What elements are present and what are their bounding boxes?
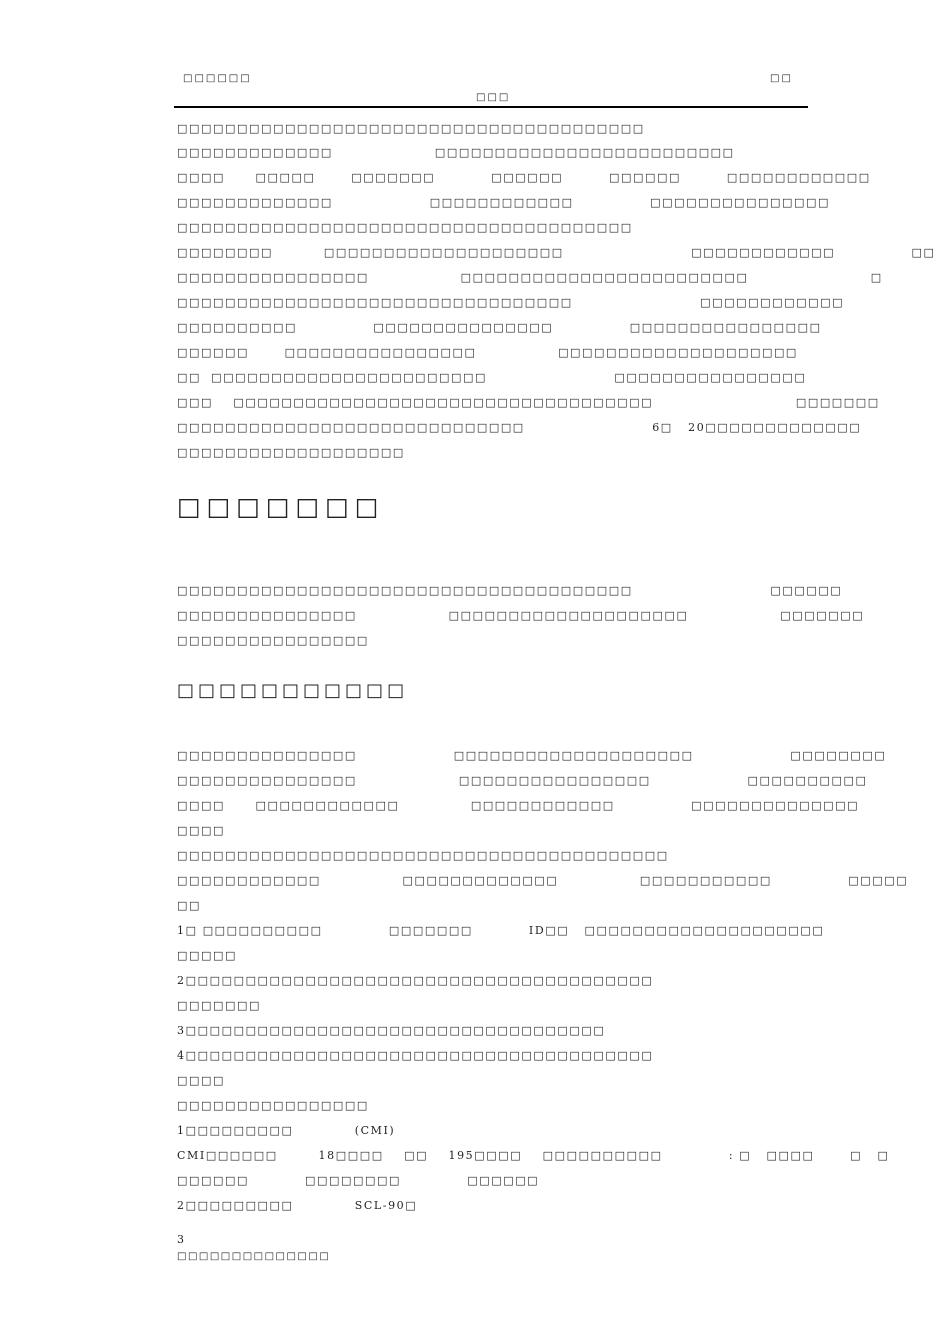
body-line: □□□□□□□□□□□□□□□□ □□□□□□□□□□□□□□□□□□□□□□□□ □ (177, 271, 883, 284)
body-line: □□□□□□□□□□□□□ □□□□□□□□□□□□□□□□□□□□□□□□□ (177, 146, 735, 159)
section2-line: 1□□□□□□□□□ (CMI) (177, 1124, 396, 1137)
section1-line: □□□□□□□□□□□□□□□□□□□□□□□□□□□□□□□□□□□□□□ □□□□□□ (177, 584, 843, 597)
body-line: □□□□□□□□□□□□□□□□□□□□□□□□□□□□□□□□□□□□□□ (177, 221, 633, 234)
section2-line: □□□□ □□□□□□□□□□□□ □□□□□□□□□□□□ □□□□□□□□□□□□□□ (177, 799, 860, 812)
section2-line: □□□□□□ □□□□□□□□ □□□□□□ (177, 1174, 540, 1187)
body-line: □□□□ □□□□□ □□□□□□□ □□□□□□ □□□□□□ □□□□□□□□□□□□ (177, 171, 871, 184)
body-line: □□□□□□□□ □□□□□□□□□□□□□□□□□□□□ □□□□□□□□□□□□ □□ (177, 246, 936, 259)
section-heading-1: □□□□□□□ (177, 492, 385, 521)
section-heading-2: □□□□□□□□□□□ (177, 680, 409, 701)
footer-text: □□□□□□□□□□□□□□ (177, 1251, 331, 1262)
body-line: □□□□□□□□□□□□□□□□□□□□□□□□□□□□□□□□□ □□□□□□□□□□□□ (177, 296, 845, 309)
body-line: □□□□□□□□□□□□□ □□□□□□□□□□□□ □□□□□□□□□□□□□□□ (177, 196, 831, 209)
section2-line: 2□□□□□□□□□□□□□□□□□□□□□□□□□□□□□□□□□□□□□□□ (177, 974, 654, 987)
header-center-text: □□□ (476, 92, 511, 103)
section2-line: □□□□□ (177, 949, 237, 962)
section2-line: □□□□ (177, 824, 225, 837)
section2-line: □□□□□□□□□□□□□□□□□□□□□□□□□□□□□□□□□□□□□□□□□ (177, 849, 669, 862)
section2-line: □□□□ (177, 1074, 225, 1087)
section2-line: 2□□□□□□□□□ SCL-90□ (177, 1199, 418, 1212)
section2-line: □□ (177, 899, 201, 912)
page-number: 3 (177, 1233, 184, 1246)
section2-line: □□□□□□□□□□□□□□□ □□□□□□□□□□□□□□□□□□□□ □□□□□□□□ (177, 749, 887, 762)
section2-line: 3□□□□□□□□□□□□□□□□□□□□□□□□□□□□□□□□□□□ (177, 1024, 606, 1037)
body-line: □□□□□□□□□□ □□□□□□□□□□□□□□□ □□□□□□□□□□□□□□□□ (177, 321, 822, 334)
section1-line: □□□□□□□□□□□□□□□ □□□□□□□□□□□□□□□□□□□□ □□□□□□□ (177, 609, 865, 622)
body-line: □□□ □□□□□□□□□□□□□□□□□□□□□□□□□□□□□□□□□□□ □□□□□□□ (177, 396, 880, 409)
body-line: □□□□□□□□□□□□□□□□□□□□□□□□□□□□□□□□□□□□□□□ (177, 122, 645, 135)
section2-line: □□□□□□□□□□□□□□□ □□□□□□□□□□□□□□□□ □□□□□□□□□□ (177, 774, 868, 787)
header-rule (174, 106, 808, 108)
section2-line: CMI□□□□□□ 18□□□□ □□ 195□□□□ □□□□□□□□□□ : □ □□□□ □ □ (177, 1149, 890, 1162)
header-right-text: □□ (770, 73, 793, 84)
section2-line: □□□□□□□□□□□□□□□□ (177, 1099, 369, 1112)
section2-line: □□□□□□□□□□□□ □□□□□□□□□□□□□ □□□□□□□□□□□ □□□□□ (177, 874, 909, 887)
body-line: □□□□□□□□□□□□□□□□□□□□□□□□□□□□□ 6□ 20□□□□□□□□□□□□□ (177, 421, 862, 434)
section1-line: □□□□□□□□□□□□□□□□ (177, 634, 369, 647)
section2-line: 4□□□□□□□□□□□□□□□□□□□□□□□□□□□□□□□□□□□□□□□ (177, 1049, 654, 1062)
header-left-text: □□□□□□ (183, 73, 252, 84)
body-line: □□□□□□ □□□□□□□□□□□□□□□□ □□□□□□□□□□□□□□□□□□□□ (177, 346, 798, 359)
section2-line: □□□□□□□ (177, 999, 261, 1012)
section2-line: 1□ □□□□□□□□□□ □□□□□□□ ID□□ □□□□□□□□□□□□□□□□□□□□ (177, 924, 825, 937)
body-line: □□ □□□□□□□□□□□□□□□□□□□□□□□ □□□□□□□□□□□□□□□□ (177, 371, 807, 384)
body-line: □□□□□□□□□□□□□□□□□□□ (177, 446, 405, 459)
